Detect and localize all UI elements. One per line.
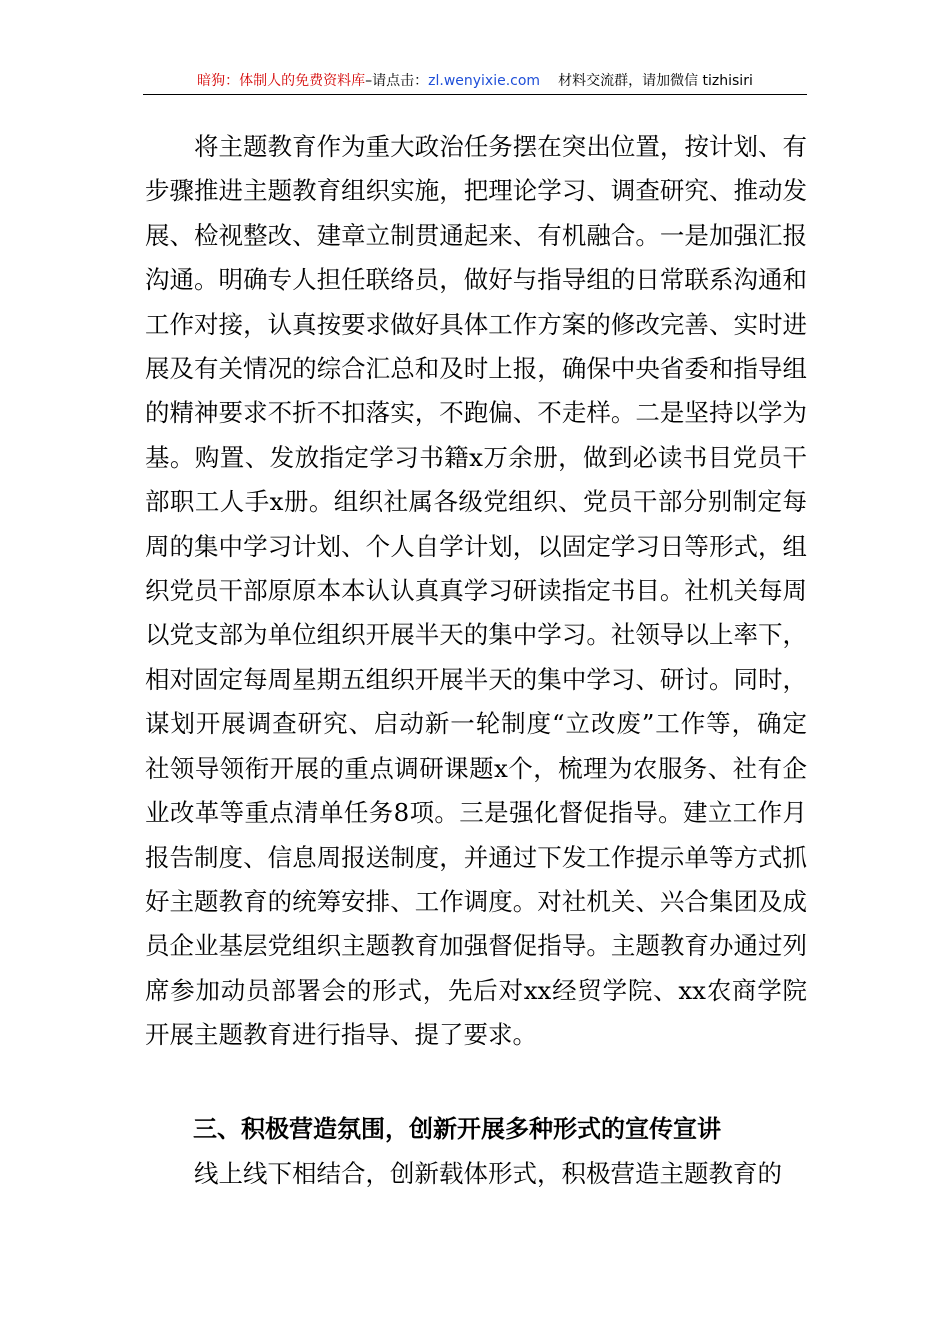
- header-url-link[interactable]: zl.wenyixie.com: [428, 73, 541, 89]
- header-site-name: 暗狗：体制人的免费资料库: [197, 73, 366, 89]
- section-heading: 三、积极营造氛围，创新开展多种形式的宣传宣讲: [193, 1115, 721, 1143]
- header-separator: –: [365, 73, 373, 89]
- body-paragraph-continued: 线上线下相结合，创新载体形式，积极营造主题教育的: [194, 1159, 782, 1188]
- page-header: [143, 68, 807, 95]
- header-group-notice: 材料交流群，请加微信 tizhisiri: [558, 73, 753, 89]
- header-click-prompt: 请点击：: [372, 73, 429, 89]
- body-paragraph: 将主题教育作为重大政治任务摆在突出位置，按计划、有步骤推进主题教育组织实施，把理论学习、调查研究、推动发展、检视整改、建章立制贯通起来、有机融合。一是加强汇报沟通。明确专人担任联络员，做好与指导组的日常联系沟通和工作对接，认真按要求做好具体工作方案的修改完善、实时进展及有关情况的综合汇总和及时上报，确保中央省委和指导组的精神要求不折不扣落实，不跑偏、不走样。二是坚持以学为基。购置、发放指定学习书籍x万余册，做到必读书目党员干部职工人手x册。组织社属各级党组织、党员干部分别制定每周的集中学习计划、个人自学计划，以固定学习日等形式，组织党员干部原原本本认认真真学习研读指定书目。社机关每周以党支部为单位组织开展半天的集中学习。社领导以上率下，相对固定每周星期五组织开展半天的集中学习、研讨。同时，谋划开展调查研究、启动新一轮制度“立改废”工作等，确定社领导领衔开展的重点调研课题x个，梳理为农服务、社有企业改革等重点清单任务8项。三是强化督促指导。建立工作月报告制度、信息周报送制度，并通过下发工作提示单等方式抓好主题教育的统筹安排、工作调度。对社机关、兴合集团及成员企业基层党组织主题教育加强督促指导。主题教育办通过列席参加动员部署会的形式，先后对xx经贸学院、xx农商学院开展主题教育进行指导、提了要求。: [145, 132, 807, 1050]
- document-body: [145, 125, 807, 1058]
